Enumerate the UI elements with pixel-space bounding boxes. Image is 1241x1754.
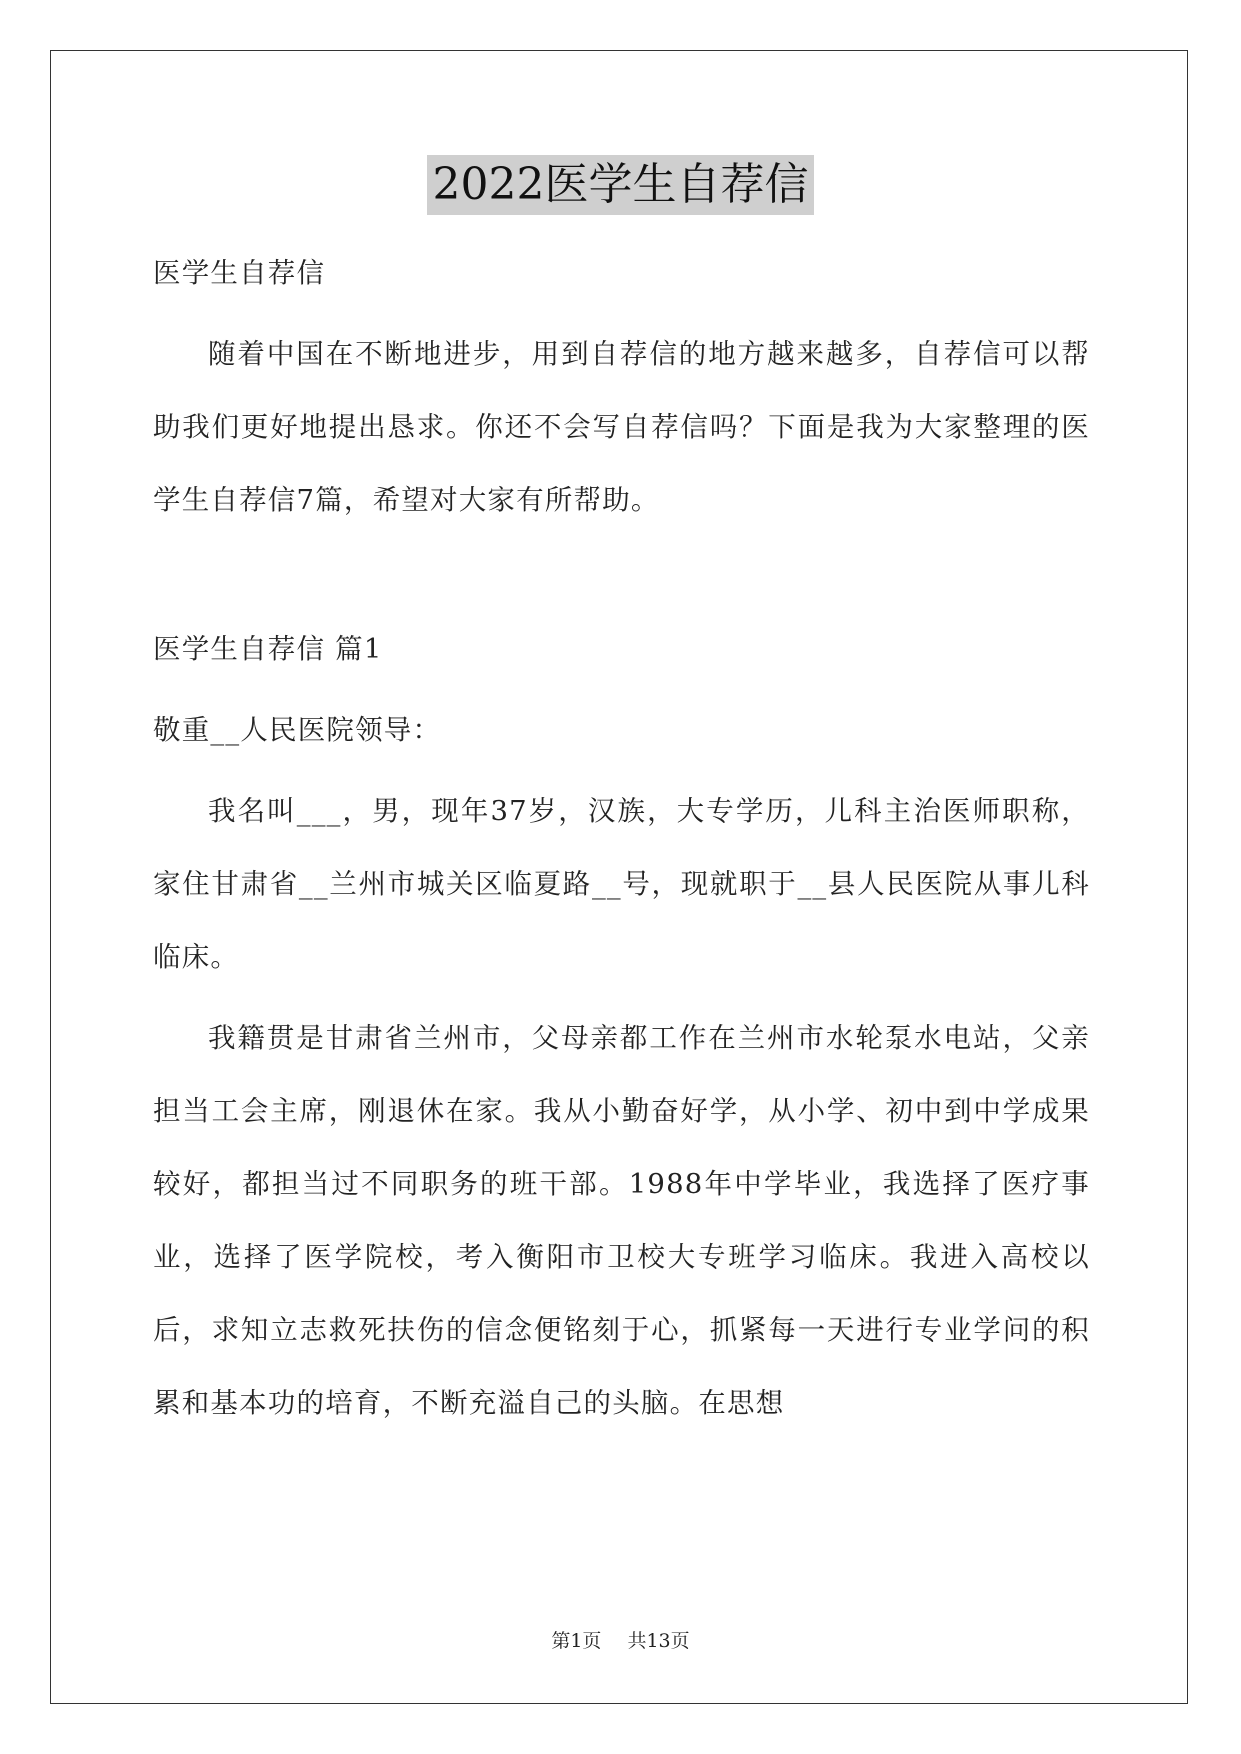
section-heading: 医学生自荐信 篇1 (153, 633, 383, 665)
page-number: 第1页 (551, 1630, 602, 1652)
document-body (153, 237, 1090, 1440)
document-title: 2022医学生自荐信 (427, 155, 815, 215)
page-footer (0, 1626, 1241, 1653)
page-total: 共13页 (627, 1630, 690, 1652)
salutation: 敬重__人民医院领导： (153, 714, 442, 746)
intro-paragraph: 随着中国在不断地进步，用到自荐信的地方越来越多，自荐信可以帮助我们更好地提出恳求。你还不会写自荐信吗？下面是我为大家整理的医学生自荐信7篇，希望对大家有所帮助。 (153, 338, 1090, 516)
body-paragraph: 我籍贯是甘肃省兰州市，父母亲都工作在兰州市水轮泵水电站，父亲担当工会主席，刚退休在家。我从小勤奋好学，从小学、初中到中学成果较好，都担当过不同职务的班干部。1988年中学毕业，我选择了医疗事业，选择了医学院校，考入衡阳市卫校大专班学习临床。我进入高校以后，求知立志救死扶伤的信念便铭刻于心，抓紧每一天进行专业学问的积累和基本功的培育，不断充溢自己的头脑。在思想 (153, 1022, 1090, 1419)
body-paragraph: 我名叫___，男，现年37岁，汉族，大专学历，儿科主治医师职称，家住甘肃省__兰州市城关区临夏路__号，现就职于__县人民医院从事儿科临床。 (153, 795, 1090, 973)
title-container (0, 155, 1241, 215)
intro-heading: 医学生自荐信 (153, 257, 326, 289)
